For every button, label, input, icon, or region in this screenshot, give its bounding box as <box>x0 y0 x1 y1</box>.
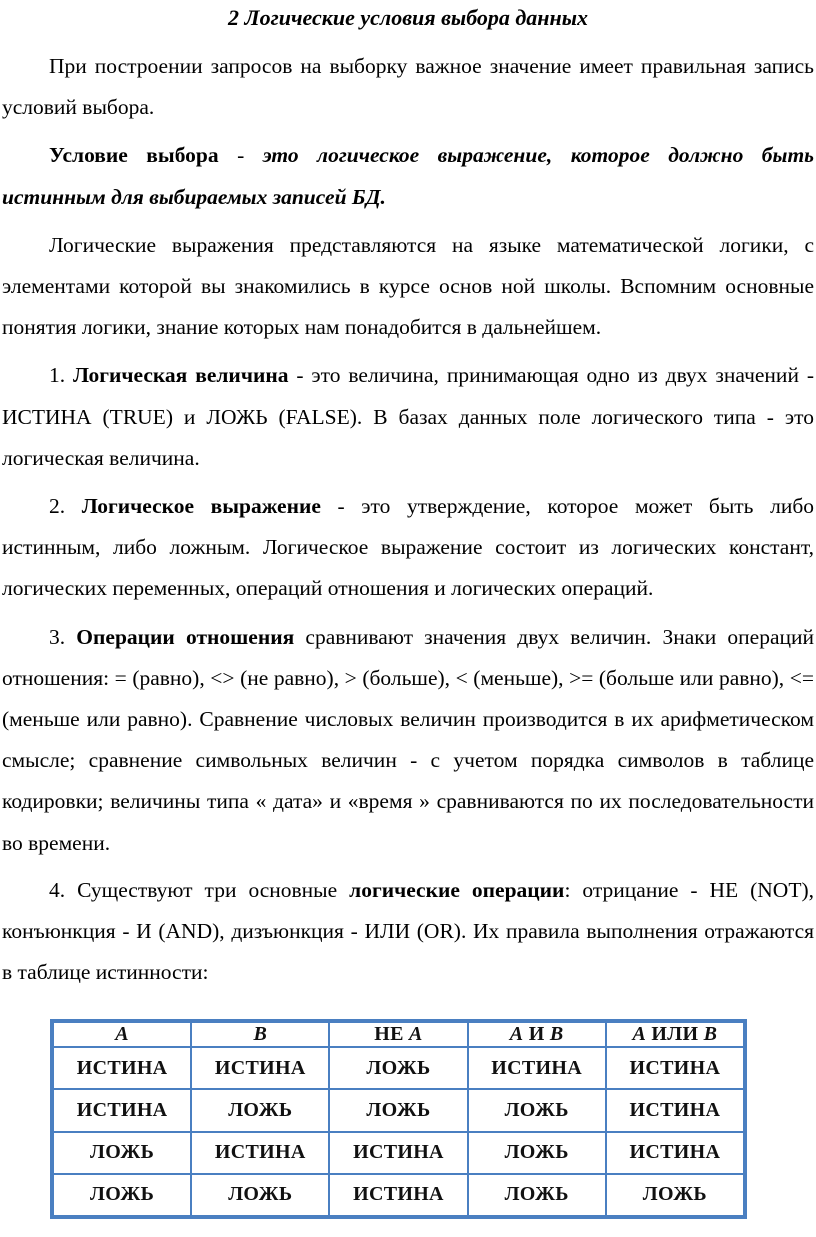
table-cell: ЛОЖЬ <box>53 1174 191 1216</box>
list-item-term: Операции отношения <box>76 624 295 649</box>
table-cell: ЛОЖЬ <box>53 1132 191 1174</box>
list-item-1 <box>2 355 814 479</box>
table-cell: ИСТИНА <box>468 1047 606 1089</box>
truth-table <box>50 1019 747 1219</box>
table-header-row <box>53 1022 744 1047</box>
list-item-number: 1. <box>49 363 74 388</box>
table-cell: ЛОЖЬ <box>606 1174 744 1216</box>
table-row <box>53 1047 744 1089</box>
header-or-right: B <box>703 1023 718 1045</box>
list-item-number: 2. <box>49 494 82 519</box>
list-item-4 <box>2 870 814 994</box>
header-a-or-b <box>606 1022 744 1047</box>
header-and-right: B <box>549 1023 564 1045</box>
list-item-3 <box>2 617 814 864</box>
table-cell: ИСТИНА <box>606 1132 744 1174</box>
table-cell: ИСТИНА <box>53 1047 191 1089</box>
list-item-text: сравнивают значения двух величин. Знаки операций отношения: = (равно), <> (не равно), > (больше), < (меньше), >= (больше или равно), <= (меньше или равно). Сравнение числовых величин производится в их арифметическом смысле; сравнение символьных величин - с учетом порядка символов в таблице кодировки; величины типа « дата» и «время » сравниваются по их последовательности во времени. <box>2 624 815 855</box>
definition-text: это логическое выражение, которое должно быть истинным для выбираемых записей БД. <box>2 143 815 209</box>
list-item-term: Логическая величина <box>73 363 289 388</box>
list-item-number: 3. <box>49 624 77 649</box>
table-cell: ИСТИНА <box>606 1047 744 1089</box>
table-cell: ИСТИНА <box>329 1174 467 1216</box>
body-text <box>0 46 816 1000</box>
table-cell: ИСТИНА <box>191 1047 329 1089</box>
header-not-arg: A <box>409 1023 423 1045</box>
paragraph-logic: Логические выражения представляются на языке математической логики, с элементами которой вы знакомились в курсе основ ной школы. Вспомним основные понятия логики, знание которых нам понадобится в дальнейшем. <box>2 232 814 340</box>
header-and-op: И <box>528 1023 545 1045</box>
table-cell: ЛОЖЬ <box>191 1089 329 1131</box>
paragraph-definition <box>2 135 814 217</box>
table-row <box>53 1089 744 1131</box>
header-and-left: A <box>509 1023 524 1045</box>
table-row <box>53 1174 744 1216</box>
table-cell: ЛОЖЬ <box>468 1132 606 1174</box>
table-cell: ИСТИНА <box>606 1089 744 1131</box>
table-cell: ЛОЖЬ <box>191 1174 329 1216</box>
section-title: 2 Логические условия выбора данных <box>228 5 588 30</box>
table-cell: ЛОЖЬ <box>468 1174 606 1216</box>
list-item-term: логические операции <box>349 877 565 902</box>
list-item-text: - это утверждение, которое может быть либо истинным, либо ложным. Логическое выражение состоит из логических констант, логических переменных, операций отношения и логических операций. <box>2 494 815 601</box>
list-item-text: : отрицание - НЕ (NOT), конъюнкция - И (AND), дизъюнкция - ИЛИ (OR). Их правила выполнения отражаются в таблице истинности: <box>2 877 814 985</box>
table-cell: ЛОЖЬ <box>329 1047 467 1089</box>
table-row <box>53 1132 744 1174</box>
list-item-lead: Существуют три основные <box>77 877 350 902</box>
paragraph-intro: При построении запросов на выборку важное значение имеет правильная запись условий выбора. <box>2 54 814 120</box>
header-b: B <box>191 1022 329 1047</box>
header-a-and-b <box>468 1022 606 1047</box>
header-not-a <box>329 1022 467 1047</box>
list-item-2 <box>2 486 814 610</box>
table-cell: ИСТИНА <box>329 1132 467 1174</box>
table-cell: ИСТИНА <box>53 1089 191 1131</box>
truth-table-grid <box>52 1021 745 1217</box>
header-or-op: ИЛИ <box>651 1023 699 1045</box>
definition-term: Условие выбора <box>49 143 219 168</box>
table-cell: ИСТИНА <box>191 1132 329 1174</box>
table-cell: ЛОЖЬ <box>329 1089 467 1131</box>
list-item-term: Логическое выражение <box>81 494 321 519</box>
list-item-number: 4. <box>49 877 78 902</box>
table-cell: ЛОЖЬ <box>468 1089 606 1131</box>
definition-dash: - <box>218 143 263 168</box>
list-item-text: - это величина, принимающая одно из двух значений - ИСТИНА (TRUE) и ЛОЖЬ (FALSE). В базах данных поле логического типа - это логическая величина. <box>2 363 814 470</box>
header-a: A <box>53 1022 191 1047</box>
header-not-op: НЕ <box>374 1023 404 1045</box>
header-or-left: A <box>632 1023 647 1045</box>
